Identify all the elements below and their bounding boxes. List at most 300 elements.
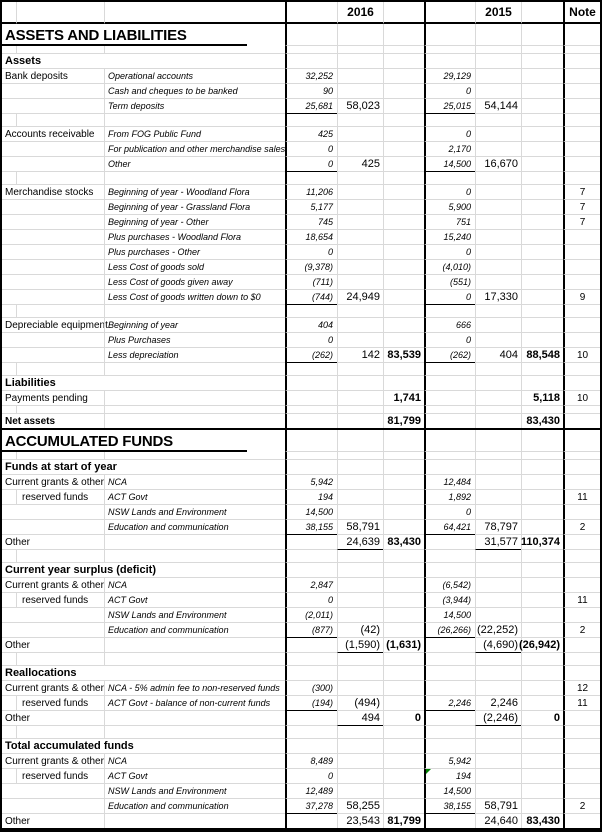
cell-2016-subtotal: 23,543	[337, 814, 383, 828]
cell-2016-detail	[285, 711, 337, 726]
cell-2016-total	[383, 490, 424, 505]
cell-2015-detail: 751	[424, 215, 475, 230]
cell-blank	[383, 114, 424, 127]
cell-2015-subtotal: 17,330	[475, 290, 521, 305]
row-description: Term deposits	[104, 99, 285, 114]
cell-2015-detail: 15,240	[424, 230, 475, 245]
cell-2015-detail	[424, 814, 475, 828]
cell-blank	[285, 563, 337, 578]
row-label: Other	[2, 711, 104, 726]
cell-2015-subtotal	[475, 275, 521, 290]
cell-blank	[16, 653, 104, 666]
cell-2015-subtotal: (2,246)	[475, 711, 521, 726]
cell-2015-total	[521, 769, 563, 784]
cell-2015-subtotal	[475, 769, 521, 784]
cell-2016-total	[383, 769, 424, 784]
row-description: ACT Govt	[104, 593, 285, 608]
cell-2015-detail	[424, 638, 475, 653]
cell-blank	[521, 563, 563, 578]
cell-2016-total: 83,539	[383, 348, 424, 363]
cell-2015-total	[521, 520, 563, 535]
table-row	[2, 593, 600, 608]
row-label	[2, 623, 104, 638]
row-description: NCA	[104, 754, 285, 769]
cell-blank	[521, 460, 563, 475]
row-description	[104, 535, 285, 550]
cell-blank	[521, 46, 563, 54]
cell-2015-detail: 0	[424, 127, 475, 142]
table-row	[2, 754, 600, 769]
cell-blank	[563, 666, 600, 681]
cell-blank	[475, 114, 521, 127]
cell-blank	[383, 739, 424, 754]
cell-note	[563, 142, 600, 157]
cell-2016-subtotal	[337, 578, 383, 593]
cell-2016-subtotal	[337, 318, 383, 333]
cell-2015-subtotal	[475, 230, 521, 245]
cell-blank	[383, 46, 424, 54]
cell-note	[563, 475, 600, 490]
cell-2016-subtotal: 58,791	[337, 520, 383, 535]
cell-blank	[424, 452, 475, 460]
cell-blank	[2, 363, 16, 376]
cell-2016-subtotal	[337, 681, 383, 696]
table-row	[2, 414, 600, 430]
row-description: NCA	[104, 578, 285, 593]
cell-blank	[285, 666, 337, 681]
cell-blank	[285, 114, 337, 127]
table-row	[2, 490, 600, 505]
row-description: ACT Govt - balance of non-current funds	[104, 696, 285, 711]
cell-2015-subtotal	[475, 593, 521, 608]
cell-blank	[104, 452, 285, 460]
cell-blank	[285, 452, 337, 460]
cell-2016-total: (1,631)	[383, 638, 424, 653]
cell-blank	[285, 406, 337, 414]
cell-2015-detail: (262)	[424, 348, 475, 363]
cell-blank	[563, 24, 600, 46]
cell-2016-detail: (2,011)	[285, 608, 337, 623]
cell-2016-subtotal	[337, 230, 383, 245]
cell-2016-subtotal	[337, 200, 383, 215]
cell-blank	[563, 563, 600, 578]
table-row	[2, 185, 600, 200]
cell-2015-total	[521, 157, 563, 172]
table-row	[2, 623, 600, 638]
cell-blank	[337, 452, 383, 460]
cell-blank	[2, 2, 16, 24]
cell-2016-total	[383, 681, 424, 696]
cell-2015-total	[521, 593, 563, 608]
cell-2015-detail: 64,421	[424, 520, 475, 535]
cell-2016-total	[383, 99, 424, 114]
cell-2015-subtotal	[475, 318, 521, 333]
row-description: Beginning of year - Woodland Flora	[104, 185, 285, 200]
row-description: Less depreciation	[104, 348, 285, 363]
cell-note	[563, 711, 600, 726]
row-description: Less Cost of goods sold	[104, 260, 285, 275]
cell-2016-detail: 5,177	[285, 200, 337, 215]
column-header-note: Note	[563, 2, 600, 24]
cell-blank	[424, 653, 475, 666]
cell-blank	[2, 550, 16, 563]
cell-blank	[475, 172, 521, 185]
column-header-2015: 2015	[475, 2, 521, 24]
cell-2015-detail	[424, 391, 475, 406]
table-row	[2, 653, 600, 666]
cell-blank	[383, 363, 424, 376]
row-label	[2, 275, 104, 290]
section-subhead: Funds at start of year	[2, 460, 285, 475]
row-label	[2, 348, 104, 363]
cell-2016-subtotal	[337, 245, 383, 260]
cell-2015-subtotal	[475, 578, 521, 593]
cell-2016-subtotal: 58,255	[337, 799, 383, 814]
table-row	[2, 376, 600, 391]
row-description: NSW Lands and Environment	[104, 608, 285, 623]
cell-2015-total	[521, 333, 563, 348]
cell-2016-detail: 2,847	[285, 578, 337, 593]
cell-2016-detail: 37,278	[285, 799, 337, 814]
cell-indent	[2, 696, 16, 711]
cell-note	[563, 275, 600, 290]
cell-2015-detail: 2,170	[424, 142, 475, 157]
cell-2016-subtotal	[337, 475, 383, 490]
cell-blank	[383, 460, 424, 475]
cell-blank	[2, 452, 16, 460]
table-row	[2, 784, 600, 799]
table-row	[2, 452, 600, 460]
cell-blank	[383, 550, 424, 563]
cell-2015-detail: 38,155	[424, 799, 475, 814]
cell-blank	[337, 430, 383, 452]
cell-2015-total	[521, 784, 563, 799]
row-description	[104, 814, 285, 828]
row-description: Plus purchases - Other	[104, 245, 285, 260]
cell-2016-detail: 90	[285, 84, 337, 99]
cell-2015-total	[521, 230, 563, 245]
cell-2015-subtotal	[475, 142, 521, 157]
cell-2016-detail: 194	[285, 490, 337, 505]
cell-2016-detail: 14,500	[285, 505, 337, 520]
cell-blank	[2, 114, 16, 127]
cell-2016-subtotal	[337, 391, 383, 406]
cell-blank	[285, 653, 337, 666]
cell-blank	[424, 430, 475, 452]
cell-2016-total: 81,799	[383, 414, 424, 428]
cell-2016-total	[383, 69, 424, 84]
cell-blank	[337, 54, 383, 69]
cell-blank	[16, 305, 104, 318]
row-description: Education and communication	[104, 799, 285, 814]
cell-blank	[475, 452, 521, 460]
cell-blank	[383, 172, 424, 185]
cell-2016-subtotal: (1,590)	[337, 638, 383, 653]
cell-blank	[337, 406, 383, 414]
row-description: NCA - 5% admin fee to non-reserved funds	[104, 681, 285, 696]
cell-2015-total	[521, 318, 563, 333]
cell-note	[563, 99, 600, 114]
cell-blank	[424, 305, 475, 318]
cell-2015-subtotal: 58,791	[475, 799, 521, 814]
table-row	[2, 245, 600, 260]
row-description: Other	[104, 157, 285, 172]
cell-2016-total	[383, 142, 424, 157]
cell-2016-total	[383, 475, 424, 490]
cell-2016-subtotal: 58,023	[337, 99, 383, 114]
cell-blank	[563, 54, 600, 69]
cell-2016-total: 81,799	[383, 814, 424, 828]
cell-blank	[383, 452, 424, 460]
table-row	[2, 275, 600, 290]
cell-2016-subtotal	[337, 185, 383, 200]
cell-note	[563, 535, 600, 550]
cell-2016-detail: 404	[285, 318, 337, 333]
cell-blank	[285, 172, 337, 185]
table-row	[2, 681, 600, 696]
cell-2016-detail: 0	[285, 769, 337, 784]
section-subhead: Liabilities	[2, 376, 285, 391]
row-label	[2, 245, 104, 260]
cell-blank	[337, 666, 383, 681]
table-row	[2, 666, 600, 681]
cell-2016-subtotal	[337, 754, 383, 769]
cell-blank	[337, 739, 383, 754]
cell-2015-total: (26,942)	[521, 638, 563, 653]
cell-2015-subtotal	[475, 215, 521, 230]
row-label: Other	[5, 815, 31, 827]
cell-2015-detail: 0	[424, 333, 475, 348]
cell-blank	[424, 2, 475, 24]
cell-blank	[563, 46, 600, 54]
row-label: Bank deposits	[2, 69, 104, 84]
cell-2015-detail: 0	[424, 505, 475, 520]
cell-blank	[285, 2, 337, 24]
table-row	[2, 200, 600, 215]
cell-2016-detail: (744)	[285, 290, 337, 305]
cell-2015-subtotal: 404	[475, 348, 521, 363]
cell-blank	[337, 363, 383, 376]
row-label: Payments pending	[2, 391, 104, 406]
cell-2016-total	[383, 157, 424, 172]
row-label: Merchandise stocks	[2, 185, 104, 200]
cell-blank	[563, 376, 600, 391]
cell-2016-detail: 745	[285, 215, 337, 230]
cell-2015-subtotal: 2,246	[475, 696, 521, 711]
cell-note	[563, 84, 600, 99]
row-label	[2, 260, 104, 275]
section-subhead: Total accumulated funds	[2, 739, 285, 754]
cell-blank	[521, 430, 563, 452]
cell-2015-total	[521, 799, 563, 814]
cell-blank	[104, 363, 285, 376]
cell-blank	[521, 653, 563, 666]
cell-blank	[475, 406, 521, 414]
cell-2016-subtotal: 142	[337, 348, 383, 363]
cell-2015-total: 0	[521, 711, 563, 726]
cell-blank	[16, 46, 104, 54]
cell-2015-subtotal	[475, 475, 521, 490]
cell-note: 11	[563, 490, 600, 505]
cell-blank	[337, 376, 383, 391]
cell-2016-detail: 38,155	[285, 520, 337, 535]
cell-blank	[337, 550, 383, 563]
cell-2016-total	[383, 127, 424, 142]
table-row	[2, 520, 600, 535]
cell-2016-subtotal	[337, 505, 383, 520]
cell-blank	[563, 305, 600, 318]
cell-blank	[521, 305, 563, 318]
cell-2015-detail: 2,246	[424, 696, 475, 711]
cell-blank	[2, 172, 16, 185]
cell-blank	[475, 550, 521, 563]
cell-2016-total	[383, 623, 424, 638]
section-banner: ACCUMULATED FUNDS	[2, 430, 285, 452]
table-row	[2, 739, 600, 754]
cell-blank	[285, 460, 337, 475]
cell-blank	[424, 460, 475, 475]
cell-blank	[285, 430, 337, 452]
row-description: Less Cost of goods given away	[104, 275, 285, 290]
cell-2015-detail: (4,010)	[424, 260, 475, 275]
cell-2016-total	[383, 318, 424, 333]
table-row	[2, 84, 600, 99]
table-row	[2, 54, 600, 69]
cell-2015-subtotal	[475, 784, 521, 799]
cell-blank	[16, 406, 104, 414]
cell-blank	[16, 726, 104, 739]
cell-2016-total	[383, 696, 424, 711]
cell-2016-total	[383, 260, 424, 275]
cell-2015-detail: 5,900	[424, 200, 475, 215]
cell-blank	[2, 46, 16, 54]
cell-blank	[337, 460, 383, 475]
cell-2015-subtotal	[475, 391, 521, 406]
cell-blank	[383, 563, 424, 578]
cell-indent	[2, 490, 16, 505]
cell-2015-subtotal	[475, 245, 521, 260]
cell-2015-total	[521, 754, 563, 769]
cell-blank	[521, 739, 563, 754]
cell-blank	[521, 452, 563, 460]
table-row	[2, 2, 600, 24]
cell-2016-total	[383, 185, 424, 200]
row-label	[2, 505, 104, 520]
cell-2015-total	[521, 260, 563, 275]
row-label	[2, 290, 104, 305]
cell-2015-total	[521, 490, 563, 505]
cell-blank	[424, 24, 475, 46]
cell-blank	[16, 550, 104, 563]
table-row	[2, 578, 600, 593]
cell-2015-total	[521, 127, 563, 142]
cell-2016-subtotal	[337, 142, 383, 157]
row-label	[2, 157, 104, 172]
cell-2015-detail	[424, 681, 475, 696]
cell-blank	[475, 666, 521, 681]
table-row	[2, 215, 600, 230]
cell-2016-subtotal	[337, 784, 383, 799]
cell-2015-total: 83,430	[521, 414, 563, 428]
cell-2016-detail: 12,489	[285, 784, 337, 799]
cell-note: 7	[563, 215, 600, 230]
cell-2015-detail: 194	[424, 769, 475, 784]
cell-2015-total	[521, 200, 563, 215]
cell-2015-subtotal: 54,144	[475, 99, 521, 114]
cell-blank	[383, 24, 424, 46]
cell-blank	[383, 653, 424, 666]
cell-blank	[383, 376, 424, 391]
cell-2015-subtotal	[475, 200, 521, 215]
cell-blank	[424, 46, 475, 54]
cell-blank	[563, 406, 600, 414]
cell-blank	[563, 452, 600, 460]
row-label: Other	[2, 638, 104, 653]
cell-2015-subtotal	[475, 414, 521, 428]
cell-2016-subtotal	[337, 127, 383, 142]
cell-blank	[424, 172, 475, 185]
cell-blank	[337, 172, 383, 185]
table-row	[2, 608, 600, 623]
row-description: Cash and cheques to be banked	[104, 84, 285, 99]
row-description: Plus purchases - Woodland Flora	[104, 230, 285, 245]
cell-2016-total: 83,430	[383, 535, 424, 550]
table-row	[2, 290, 600, 305]
row-label: reserved funds	[16, 490, 104, 505]
table-row	[2, 535, 600, 550]
cell-blank	[285, 363, 337, 376]
cell-note	[563, 414, 600, 428]
row-label: Accounts receivable	[2, 127, 104, 142]
cell-note: 2	[563, 520, 600, 535]
table-row	[2, 814, 600, 830]
cell-note	[563, 260, 600, 275]
cell-2016-total	[383, 608, 424, 623]
cell-blank	[16, 114, 104, 127]
cell-2015-detail: (26,266)	[424, 623, 475, 638]
cell-2016-subtotal	[337, 414, 383, 428]
cell-2016-subtotal: (42)	[337, 623, 383, 638]
cell-blank	[475, 430, 521, 452]
cell-2015-total: 5,118	[521, 391, 563, 406]
cell-2016-subtotal	[337, 84, 383, 99]
cell-blank	[104, 46, 285, 54]
row-label: Depreciable equipment	[2, 318, 104, 333]
cell-2015-detail: 0	[424, 84, 475, 99]
cell-2016-total	[383, 245, 424, 260]
cell-note: 2	[563, 799, 600, 814]
row-description: From FOG Public Fund	[104, 127, 285, 142]
table-row	[2, 769, 600, 784]
cell-note: 9	[563, 290, 600, 305]
cell-blank	[475, 739, 521, 754]
cell-2015-subtotal	[475, 185, 521, 200]
row-label	[2, 333, 104, 348]
cell-blank	[337, 24, 383, 46]
cell-2016-subtotal: (494)	[337, 696, 383, 711]
cell-blank	[285, 54, 337, 69]
cell-blank	[104, 550, 285, 563]
cell-2016-subtotal	[337, 769, 383, 784]
cell-2016-subtotal	[337, 260, 383, 275]
cell-2016-subtotal: 24,639	[337, 535, 383, 550]
cell-2016-detail: (9,378)	[285, 260, 337, 275]
cell-blank	[475, 46, 521, 54]
table-row	[2, 69, 600, 84]
section-banner: ASSETS AND LIABILITIES	[2, 24, 285, 46]
cell-2015-subtotal: (22,252)	[475, 623, 521, 638]
cell-2015-detail: 12,484	[424, 475, 475, 490]
